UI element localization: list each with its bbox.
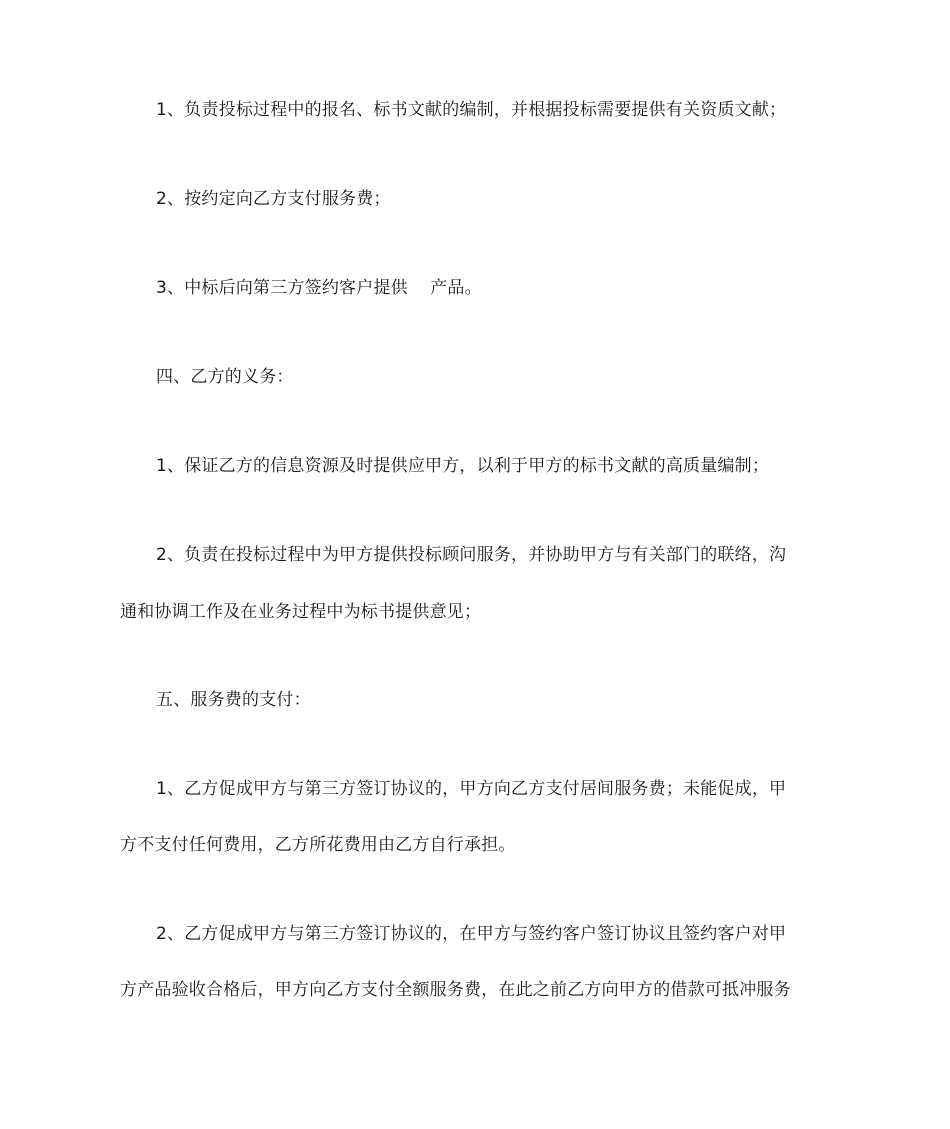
paragraph-line: 通和协调工作及在业务过程中为标书提供意见； [120, 602, 482, 622]
paragraph-line: 2、负责在投标过程中为甲方提供投标顾问服务，并协助甲方与有关部门的联络，沟 [156, 545, 787, 565]
paragraph-line: 1、乙方促成甲方与第三方签订协议的，甲方向乙方支付居间服务费；未能促成，甲 [156, 779, 787, 799]
paragraph-line: 2、乙方促成甲方与第三方签订协议的，在甲方与签约客户签订协议且签约客户对甲 [156, 924, 787, 944]
paragraph-line: 3、中标后向第三方签约客户提供 产品。 [156, 278, 482, 298]
section-heading: 五、服务费的支付： [156, 690, 311, 710]
paragraph-line: 1、负责投标过程中的报名、标书文献的编制，并根据投标需要提供有关资质文献； [156, 100, 787, 120]
paragraph-line: 方产品验收合格后，甲方向乙方支付全额服务费，在此之前乙方向甲方的借款可抵冲服务 [120, 980, 791, 1000]
paragraph-line: 2、按约定向乙方支付服务费； [156, 189, 391, 209]
section-heading: 四、乙方的义务： [156, 367, 294, 387]
paragraph-line: 1、保证乙方的信息资源及时提供应甲方，以利于甲方的标书文献的高质量编制； [156, 456, 770, 476]
paragraph-line: 方不支付任何费用，乙方所花费用由乙方自行承担。 [120, 835, 516, 855]
